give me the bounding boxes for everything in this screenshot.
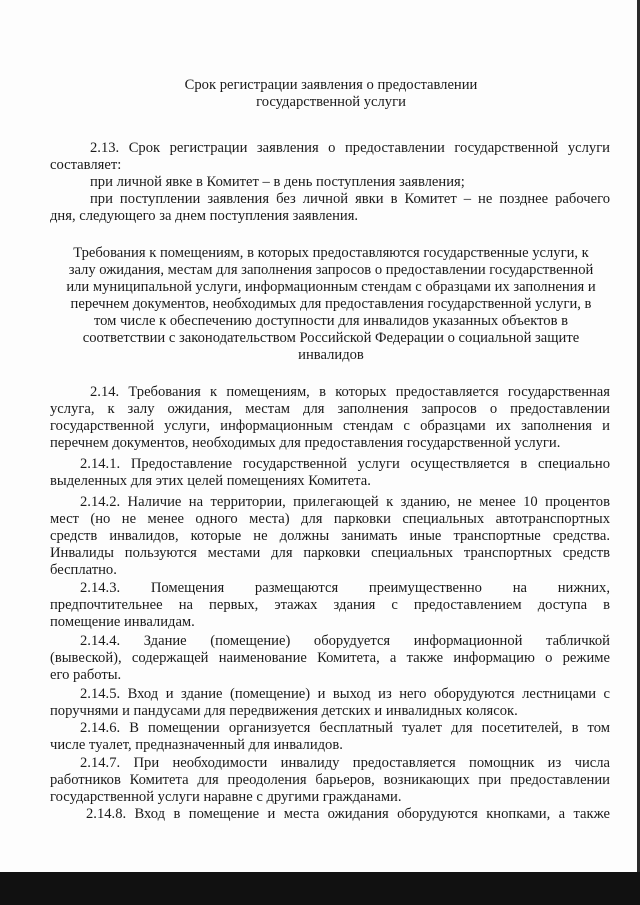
paragraph-2-14-2-line-5: бесплатно. [50,562,117,578]
paragraph-2-14-6-line-1: 2.14.6. В помещении организуется бесплатный туалет для посетителей, в том [80,720,610,736]
paragraph-2-14-5-line-1: 2.14.5. Вход и здание (помещение) и выход из него оборудуются лестницами с [80,686,610,702]
section-heading-line-3: или муниципальной услуги, информационным стендам с образцами их заполнения и [66,279,596,295]
paragraph-2-14-2-line-3: средств инвалидов, которые не должны занимать иные транспортные средства. [50,528,610,544]
section-heading-line-4: перечнем документов, необходимых для предоставления государственной услуги, в [70,296,592,312]
paragraph-2-14-line-1: 2.14. Требования к помещениям, в которых предоставляется государственная [90,384,610,400]
paragraph-2-13-line-2: составляет: [50,157,122,173]
paragraph-2-14-line-2: услуга, к залу ожидания, местам для заполнения запросов о предоставлении [50,401,610,417]
paragraph-2-14-1-line-1: 2.14.1. Предоставление государственной услуги осуществляется в специально [80,456,610,472]
paragraph-2-14-5-line-2: поручнями и пандусами для передвижения детских и инвалидных колясок. [50,703,518,719]
document-title-line-2: государственной услуги [256,94,406,110]
paragraph-2-13-line-3: при личной явке в Комитет – в день поступления заявления; [90,174,465,190]
section-heading-line-7: инвалидов [298,347,364,363]
paragraph-2-13-line-5: дня, следующего за днем поступления заявления. [50,208,359,224]
section-heading-line-6: соответствии с законодательством Российской Федерации о социальной защите [82,330,580,346]
paragraph-2-14-7-line-1: 2.14.7. При необходимости инвалиду предоставляется помощник из числа [80,755,610,771]
paragraph-2-13-line-1: 2.13. Срок регистрации заявления о предоставлении государственной услуги [90,140,610,156]
document-title-line-1: Срок регистрации заявления о предоставлении [184,77,478,93]
paragraph-2-14-4-line-3: его работы. [50,667,122,683]
paragraph-2-14-4-line-2: (вывеской), содержащей наименование Комитета, а также информацию о режиме [50,650,610,666]
paragraph-2-14-3-line-1: 2.14.3. Помещения размещаются преимущественно на нижних, [80,580,610,596]
section-heading-line-1: Требования к помещениям, в которых предоставляются государственные услуги, к [73,245,589,261]
paragraph-2-14-8-line-1: 2.14.8. Вход в помещение и места ожидания оборудуются кнопками, а также [86,806,610,822]
paragraph-2-14-7-line-2: работников Комитета для преодоления барьеров, возникающих при предоставлении [50,772,610,788]
paragraph-2-14-1-line-2: выделенных для этих целей помещениях Комитета. [50,473,371,489]
section-heading-line-2: залу ожидания, местам для заполнения запросов о предоставлении государственной [68,262,594,278]
paragraph-2-14-4-line-1: 2.14.4. Здание (помещение) оборудуется информационной табличкой [80,633,610,649]
paragraph-2-14-2-line-1: 2.14.2. Наличие на территории, прилегающей к зданию, не менее 10 процентов [80,494,610,510]
paragraph-2-14-6-line-2: числе туалет, предназначенный для инвалидов. [50,737,343,753]
paragraph-2-14-2-line-2: мест (но не менее одного места) для парковки специальных автотранспортных [50,511,610,527]
scan-bottom-band [0,872,640,905]
paragraph-2-14-7-line-3: государственной услуги наравне с другими гражданами. [50,789,402,805]
paragraph-2-14-2-line-4: Инвалиды пользуются местами для парковки специальных транспортных средств [50,545,610,561]
paragraph-2-14-line-4: перечнем документов, необходимых для предоставления государственной услуги. [50,435,561,451]
paragraph-2-14-3-line-2: предпочтительнее на первых, этажах здания с предоставлением доступа в [50,597,610,613]
paragraph-2-14-3-line-3: помещение инвалидам. [50,614,195,630]
paragraph-2-13-line-4: при поступлении заявления без личной явки в Комитет – не позднее рабочего [90,191,610,207]
section-heading-line-5: том числе к обеспечению доступности для инвалидов указанных объектов в [93,313,569,329]
paragraph-2-14-line-3: государственной услуги, информационным стендам с образцами их заполнения и [50,418,610,434]
